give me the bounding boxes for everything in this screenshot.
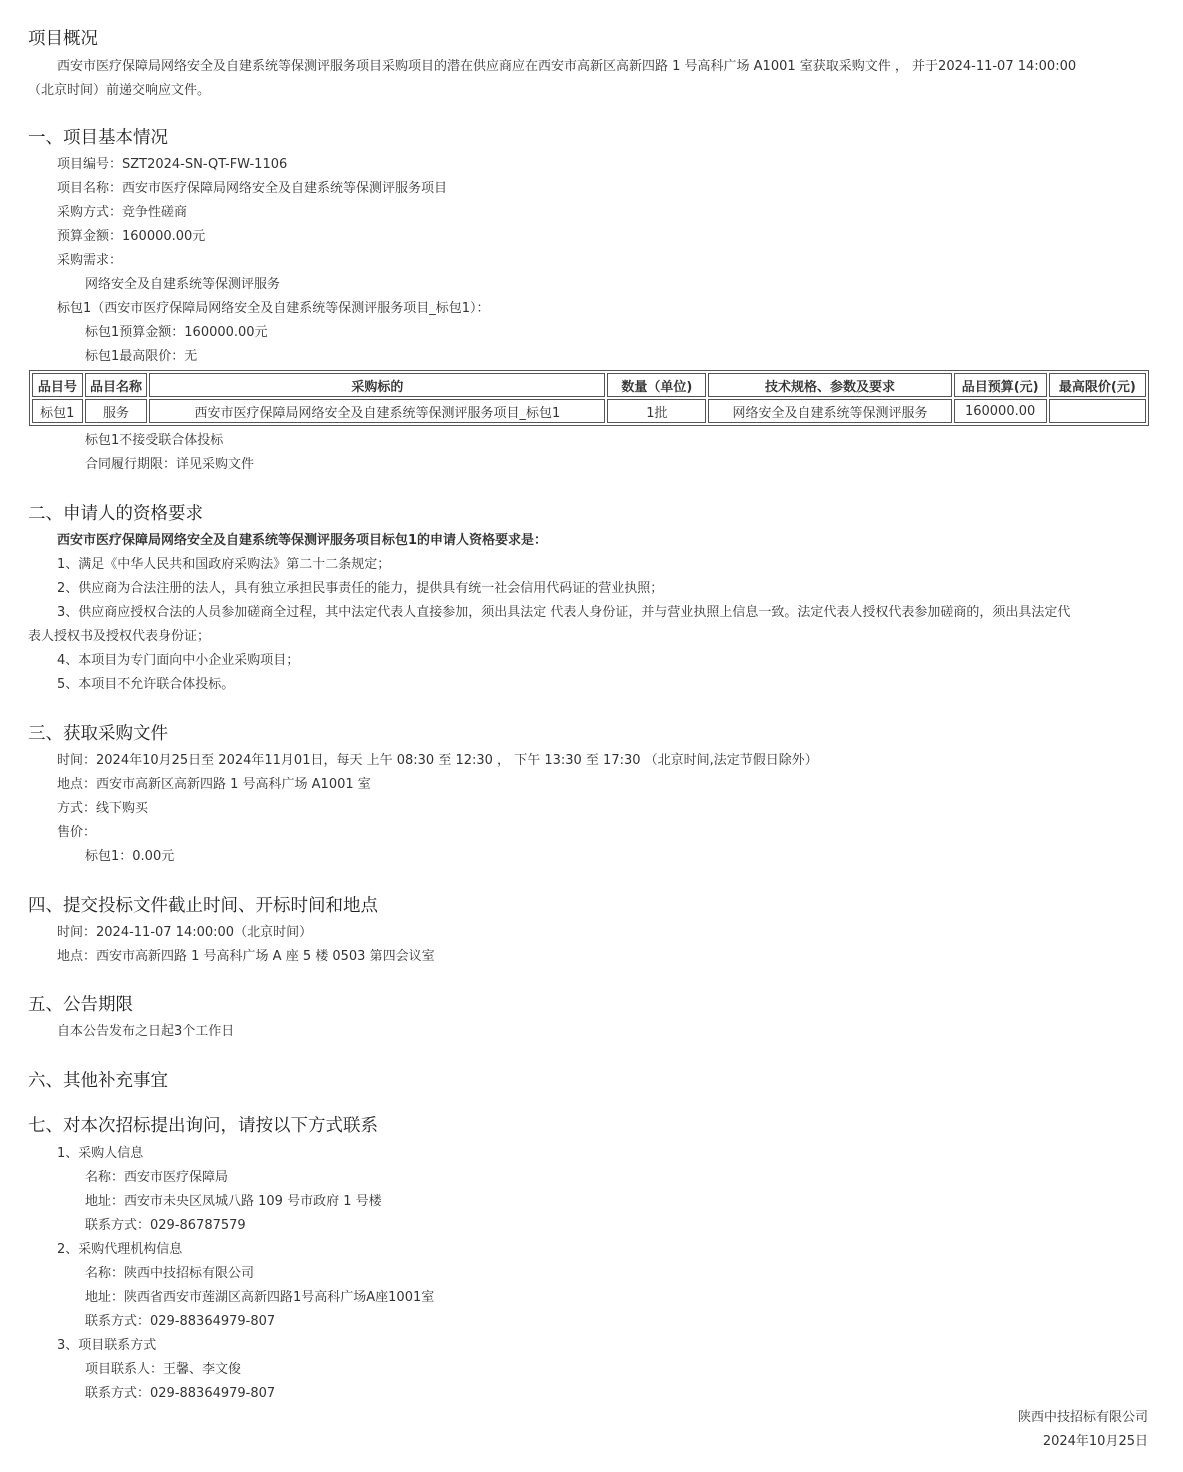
buyer-address: 地址：西安市未央区凤城八路 109 号市政府 1 号楼 — [85, 1194, 382, 1209]
price-label: 售价： — [57, 825, 97, 840]
qualification-item-3-line1: 3、供应商应授权合法的人员参加磋商全过程，其中法定代表人直接参加，须出具法定 代表人身份证，并与营业执照上信息一致。法定代表人授权代表参加磋商的，须出具法定代 — [57, 605, 1071, 620]
project-contact-title: 3、项目联系方式 — [57, 1338, 157, 1353]
buyer-title: 1、采购人信息 — [57, 1146, 144, 1161]
demand-value: 网络安全及自建系统等保测评服务 — [85, 277, 281, 292]
section1-heading: 一、项目基本情况 — [28, 128, 168, 148]
qualification-intro: 西安市医疗保障局网络安全及自建系统等保测评服务项目标包1的申请人资格要求是： — [57, 533, 548, 548]
deadline-time: 时间：2024-11-07 14:00:00（北京时间） — [57, 925, 313, 940]
demand-label: 采购需求： — [57, 253, 123, 268]
table-header: 品目号 — [32, 373, 83, 397]
budget-amount: 预算金额：160000.00元 — [57, 229, 206, 244]
section2-heading: 二、申请人的资格要求 — [28, 504, 203, 524]
qualification-item-4: 4、本项目为专门面向中小企业采购项目； — [57, 653, 300, 668]
table-header: 品目名称 — [85, 373, 148, 397]
agency-address: 地址：陕西省西安市莲湖区高新四路1号高科广场A座1001室 — [85, 1290, 435, 1305]
table-cell: 网络安全及自建系统等保测评服务 — [708, 399, 951, 423]
document-time: 时间：2024年10月25日至 2024年11月01日，每天 上午 08:30 至 12:30 ， 下午 13:30 至 17:30 （北京时间,法定节假日除外） — [57, 753, 818, 768]
table-cell: 1批 — [607, 399, 706, 423]
table-header: 采购标的 — [149, 373, 605, 397]
section5-heading: 五、公告期限 — [28, 995, 133, 1015]
section4-heading: 四、提交投标文件截止时间、开标时间和地点 — [28, 896, 378, 916]
project-number: 项目编号：SZT2024-SN-QT-FW-1106 — [57, 157, 288, 172]
opening-place: 地点：西安市高新四路 1 号高科广场 A 座 5 楼 0503 第四会议室 — [57, 949, 435, 964]
table-header: 数量（单位) — [607, 373, 706, 397]
lot-title: 标包1（西安市医疗保障局网络安全及自建系统等保测评服务项目_标包1）： — [57, 301, 490, 316]
table-header: 技术规格、参数及要求 — [708, 373, 951, 397]
project-contact-person: 项目联系人：王馨、李文俊 — [85, 1362, 242, 1377]
project-contact-phone: 联系方式：029-88364979-807 — [85, 1386, 276, 1401]
buyer-contact: 联系方式：029-86787579 — [85, 1218, 246, 1233]
footer-date: 2024年10月25日 — [1042, 1434, 1148, 1449]
no-consortium-note: 标包1不接受联合体投标 — [85, 433, 224, 448]
overview-text-line1: 西安市医疗保障局网络安全及自建系统等保测评服务项目采购项目的潜在供应商应在西安市高新区高新四路 1 号高科广场 A1001 室获取采购文件 ， 并于2024-11-07 14:00:00 — [57, 59, 1077, 74]
footer-company: 陕西中技招标有限公司 — [1017, 1410, 1148, 1425]
lot-budget: 标包1预算金额：160000.00元 — [85, 325, 268, 340]
table-cell: 160000.00 — [954, 399, 1047, 423]
table-cell: 西安市医疗保障局网络安全及自建系统等保测评服务项目_标包1 — [149, 399, 605, 423]
table-cell: 标包1 — [32, 399, 83, 423]
notice-period: 自本公告发布之日起3个工作日 — [57, 1024, 235, 1039]
contract-period: 合同履行期限：详见采购文件 — [85, 457, 255, 472]
agency-name: 名称：陕西中技招标有限公司 — [85, 1266, 255, 1281]
lot-max-price: 标包1最高限价：无 — [85, 349, 198, 364]
lot-items-table — [29, 370, 1149, 426]
table-header-row — [32, 373, 1146, 397]
table-row — [32, 399, 1146, 423]
table-header: 最高限价(元) — [1049, 373, 1146, 397]
buyer-name: 名称：西安市医疗保障局 — [85, 1170, 229, 1185]
agency-title: 2、采购代理机构信息 — [57, 1242, 183, 1257]
qualification-item-5: 5、本项目不允许联合体投标。 — [57, 677, 235, 692]
qualification-item-1: 1、满足《中华人民共和国政府采购法》第二十二条规定； — [57, 557, 391, 572]
section7-heading: 七、对本次招标提出询问，请按以下方式联系 — [28, 1116, 378, 1136]
price-value: 标包1：0.00元 — [85, 849, 175, 864]
project-name: 项目名称：西安市医疗保障局网络安全及自建系统等保测评服务项目 — [57, 181, 448, 196]
overview-text-line2: （北京时间）前递交响应文件。 — [28, 83, 211, 98]
qualification-item-3-line2: 表人授权书及授权代表身份证； — [28, 629, 211, 644]
table-cell — [1049, 399, 1146, 423]
document-place: 地点：西安市高新区高新四路 1 号高科广场 A1001 室 — [57, 777, 371, 792]
overview-heading: 项目概况 — [28, 29, 98, 49]
qualification-item-2: 2、供应商为合法注册的法人，具有独立承担民事责任的能力，提供具有统一社会信用代码证的营业执照； — [57, 581, 664, 596]
table-cell: 服务 — [85, 399, 148, 423]
table-header: 品目预算(元) — [954, 373, 1047, 397]
document-method: 方式：线下购买 — [57, 801, 149, 816]
agency-contact: 联系方式：029-88364979-807 — [85, 1314, 276, 1329]
section3-heading: 三、获取采购文件 — [28, 724, 168, 744]
section6-heading: 六、其他补充事宜 — [28, 1071, 168, 1091]
procurement-method: 采购方式：竞争性磋商 — [57, 205, 188, 220]
